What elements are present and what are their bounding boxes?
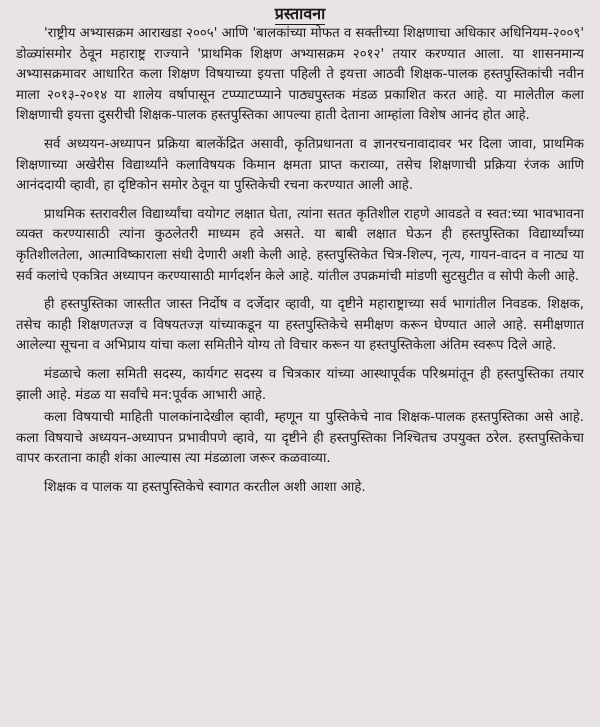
page-title: प्रस्तावना <box>274 4 326 23</box>
paragraph-4: ही हस्तपुस्तिका जास्तीत जास्त निर्दोष व दर्जेदार व्हावी, या दृष्टीने महाराष्ट्राच्या सर्व भागांतील निवडक. शिक्षक, तसेच काही शिक्षणतज्ज्ञ व विषयतज्ज्ञ यांच्याकडून या हस्तपुस्तिकेचे समीक्षण करून घेण्यात आले आहे. समीक्षणात आलेल्या सूचना व अभिप्राय यांचा कला समितीने योग्य तो विचार करून या हस्तपुस्तिकेला अंतिम स्वरूप दिले आहे. <box>16 297 584 354</box>
paragraph-2: सर्व अध्ययन-अध्यापन प्रक्रिया बालकेंद्रित असावी, कृतिप्रधानता व ज्ञानरचनावादावर भर दिला जावा, प्राथमिक शिक्षणाच्या अखेरीस विद्यार्थ्यांने कलाविषयक किमान क्षमता प्राप्त कराव्या, तसेच शिक्षणाची प्रक्रिया रंजक आणि आनंददायी व्हावी, हा दृष्टिकोन समोर ठेवून या पुस्तिकेची रचना करण्यात आली आहे. <box>16 136 584 194</box>
paragraph-1: 'राष्ट्रीय अभ्यासक्रम आराखडा २००५' आणि 'बालकांच्या मोफत व सक्तीच्या शिक्षणाचा अधिकार अधिनियम-२००९' डोळ्यांसमोर ठेवून महाराष्ट्र राज्याने 'प्राथमिक शिक्षण अभ्यासक्रम २०१२' तयार करण्यात आला. या शासनमान्य अभ्यासक्रमावर आधारित कला शिक्षण विषयाच्या इयत्ता पहिली ते इयत्ता आठवी शिक्षक-पालक हस्तपुस्तिकांची नवीन माला २०१३-२०१४ या शालेय वर्षापासून टप्प्याटप्प्याने पाठ्यपुस्तक मंडळ प्रकाशित करत आहे. या मालेतील कला शिक्षणाची इयत्ता दुसरीची शिक्षक-पालक हस्तपुस्तिका आपल्या हाती देताना आम्हांला विशेष आनंद होत आहे. <box>16 26 584 124</box>
paragraph-3: प्राथमिक स्तरावरील विद्यार्थ्यांचा वयोगट लक्षात घेता, त्यांना सतत कृतिशील राहणे आवडते व स्वत:च्या भावभावना व्यक्त करण्यासाठी त्यांना कुठलेतरी माध्यम हवे असते. या बाबी लक्षात घेऊन ही हस्तपुस्तिका विद्यार्थ्यांच्या कृतिशीलतेला, आत्माविष्काराला संधी देणारी अशी केली आहे. हस्तपुस्तिकेत चित्र-शिल्प, नृत्य, गायन-वादन व नाट्य या सर्व कलांचे एकत्रित अध्यापन करण्यासाठी मार्गदर्शन केले आहे. यांतील उपक्रमांची मांडणी सुटसुटीत व सोपी केली आहे. <box>16 206 584 284</box>
paragraph-5: मंडळाचे कला समिती सदस्य, कार्यगट सदस्य व चित्रकार यांच्या आस्थापूर्वक परिश्रमांतून ही हस्तपुस्तिका तयार झाली आहे. मंडळ या सर्वांचे मन:पूर्वक आभारी आहे. <box>16 366 584 403</box>
paragraph-7: शिक्षक व पालक या हस्तपुस्तिकेचे स्वागत करतील अशी आशा आहे. <box>44 479 366 495</box>
paragraph-6: कला विषयाची माहिती पालकांनादेखील व्हावी, म्हणून या पुस्तिकेचे नाव शिक्षक-पालक हस्तपुस्तिका असे आहे. कला विषयाचे अध्ययन-अध्यापन प्रभावीपणे व्हावे, या दृष्टीने ही हस्तपुस्तिका निश्चितच उपयुक्त ठरेल. हस्तपुस्तिकेचा वापर करताना काही शंका आल्यास त्या मंडळाला जरूर कळवाव्या. <box>16 410 584 467</box>
